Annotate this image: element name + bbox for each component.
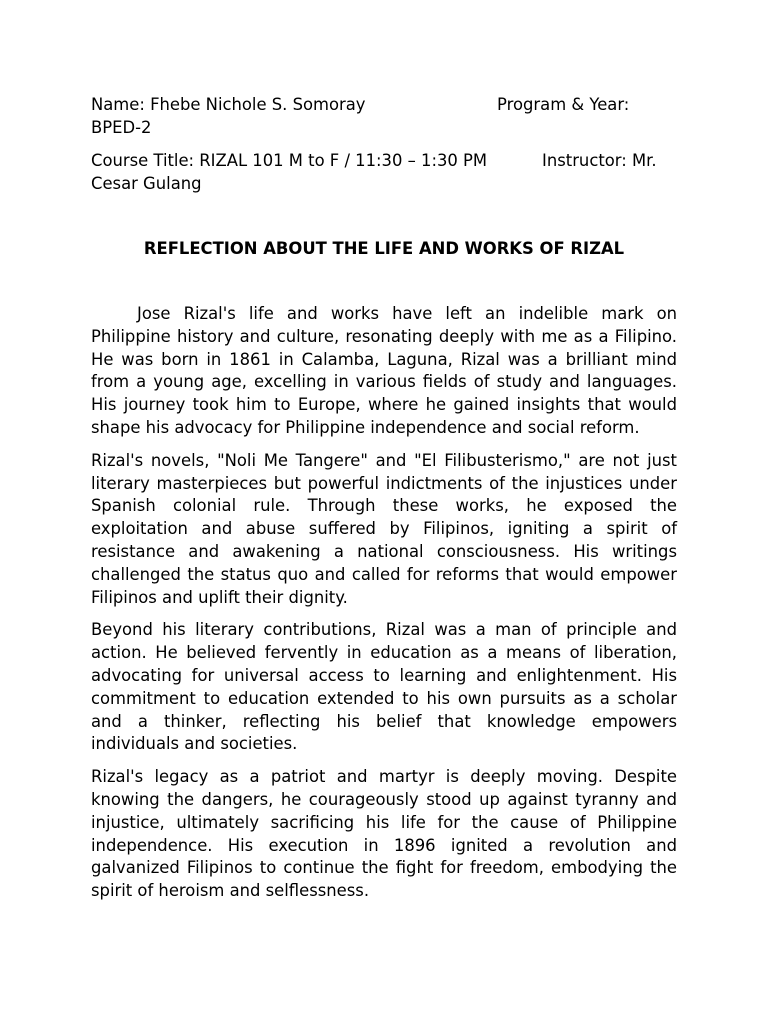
document-page [91,93,677,913]
course-block [91,149,677,195]
paragraph-2: Rizal's novels, "Noli Me Tangere" and "El Filibusterismo," are not just literary masterpieces but powerful indictments of the injustices under Spanish colonial rule. Through these works, he exposed the exploitation and abuse suffered by Filipinos, igniting a spirit of resistance and awakening a national consciousness. His writings challenged the status quo and called for reforms that would empower Filipinos and uplift their dignity. [91,450,677,607]
program-label: Program & Year: [497,95,630,114]
instructor-label: Instructor: Mr. [542,151,657,170]
course-title: Course Title: RIZAL 101 M to F / 11:30 – 1:30 PM [91,151,488,170]
program-value: BPED-2 [91,118,152,137]
paragraph-1: Jose Rizal's life and works have left an indelible mark on Philippine history and culture, resonating deeply with me as a Filipino. He was born in 1861 in Calamba, Laguna, Rizal was a brilliant mind from a young age, excelling in various fields of study and languages. His journey took him to Europe, where he gained insights that would shape his advocacy for Philippine independence and social reform. [91,304,677,437]
name-row [91,93,677,116]
instructor-value: Cesar Gulang [91,174,202,193]
paragraph-4: Rizal's legacy as a patriot and martyr is deeply moving. Despite knowing the dangers, he courageously stood up against tyranny and injustice, ultimately sacrificing his life for the cause of Philippine independence. His execution in 1896 ignited a revolution and galvanized Filipinos to continue the fight for freedom, embodying the spirit of heroism and selflessness. [91,767,677,901]
header-block [91,93,677,139]
paragraph-3: Beyond his literary contributions, Rizal was a man of principle and action. He believed fervently in education as a means of liberation, advocating for universal access to learning and enlightenment. His commitment to education extended to his own pursuits as a scholar and a thinker, reflecting his belief that knowledge empowers individuals and societies. [91,620,677,754]
student-name: Name: Fhebe Nichole S. Somoray [91,95,366,114]
course-row [91,149,677,172]
document-title: REFLECTION ABOUT THE LIFE AND WORKS OF RIZAL [143,239,625,258]
